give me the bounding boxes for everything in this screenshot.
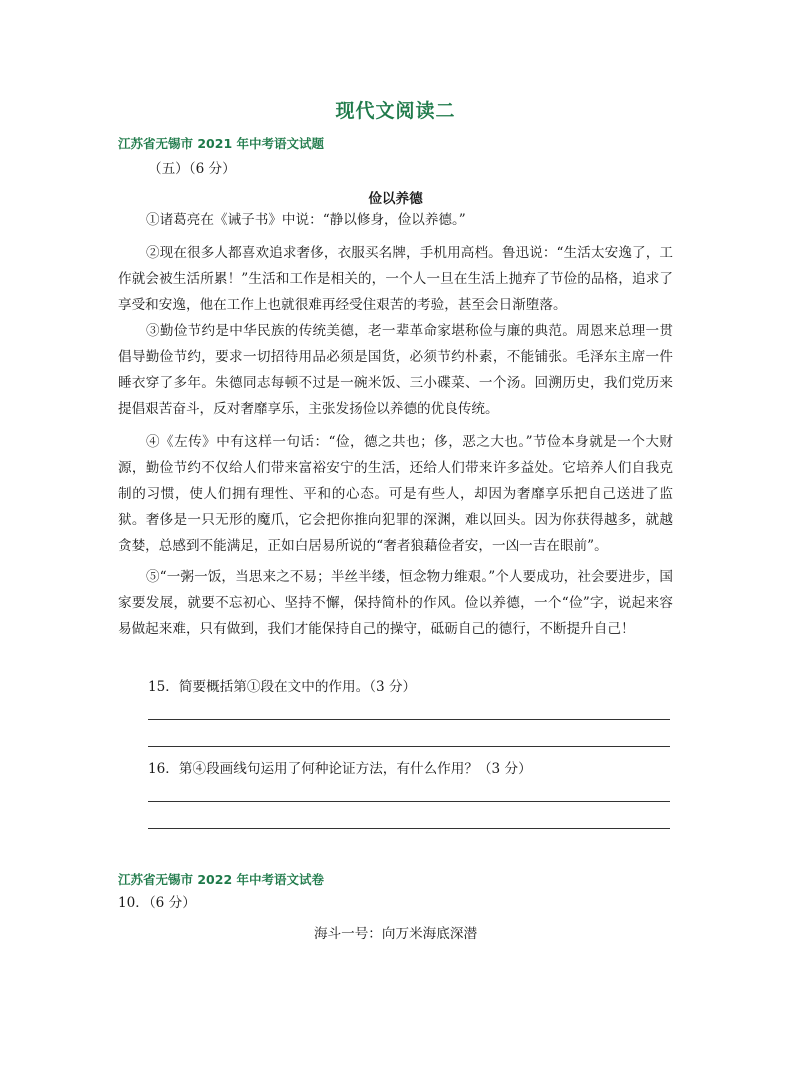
paragraph-3: ③勤俭节约是中华民族的传统美德，老一辈革命家堪称俭与廉的典范。周恩来总理一贯倡导勤俭节约，要求一切招待用品必须是国货，必须节约朴素，不能铺张。毛泽东主席一件睡衣穿了多年。朱德同志每顿不过是一碗米饭、三小碟菜、一个汤。回溯历史，我们党历来提倡艰苦奋斗，反对奢靡享乐，主张发扬俭以养德的优良传统。: [118, 323, 673, 417]
answer-line[interactable]: [148, 746, 670, 747]
question-16: 16．第④段画线句运用了何种论证方法，有什么作用？（3 分）: [148, 761, 532, 777]
answer-line[interactable]: [148, 801, 670, 802]
essay-title-2: 海斗一号：向万米海底深潜: [313, 926, 478, 942]
answer-line[interactable]: [148, 828, 670, 829]
essay-title: 俭以养德: [368, 191, 423, 207]
paragraph-5: ⑤“一粥一饭，当思来之不易；半丝半缕，恒念物力维艰。”个人要成功，社会要进步，国家要发展，就要不忘初心、坚持不懈，保持简朴的作风。俭以养德，一个“俭”字，说起来容易做起来难，只有做到，我们才能保持自己的操守，砥砺自己的德行，不断提升自己！: [118, 569, 673, 637]
page-title: 现代文阅读二: [335, 100, 456, 122]
source-label-2021: 江苏省无锡市 2021 年中考语文试题: [118, 136, 324, 151]
answer-line[interactable]: [148, 719, 670, 720]
paragraph-2: ②现在很多人都喜欢追求奢侈，衣服买名牌，手机用高档。鲁迅说：“生活太安逸了，工作就会被生活所累！”生活和工作是相关的，一个人一旦在生活上抛弃了节俭的品格，追求了享受和安逸，他在工作上也就很难再经受住艰苦的考验，甚至会日渐堕落。: [118, 245, 673, 313]
source-label-2022: 江苏省无锡市 2022 年中考语文试卷: [118, 872, 324, 887]
paragraph-1: ①诸葛亮在《诫子书》中说：“静以修身，俭以养德。”: [146, 212, 466, 228]
paragraph-4: ④《左传》中有这样一句话：“俭，德之共也；侈，恶之大也。”节俭本身就是一个大财源，勤俭节约不仅给人们带来富裕安宁的生活，还给人们带来许多益处。它培养人们自我克制的习惯，使人们拥有理性、平和的心态。可是有些人，却因为奢靡享乐把自己送进了监狱。奢侈是一只无形的魔爪，它会把你推向犯罪的深渊，难以回头。因为你获得越多，就越贪婪，总感到不能满足，正如白居易所说的“奢者狼藉俭者安，一凶一吉在眼前”。: [118, 434, 673, 554]
question-15: 15．简要概括第①段在文中的作用。（3 分）: [148, 679, 417, 695]
section-part-label: （五）（6 分）: [148, 161, 236, 177]
question-10-label: 10．（6 分）: [118, 895, 196, 911]
